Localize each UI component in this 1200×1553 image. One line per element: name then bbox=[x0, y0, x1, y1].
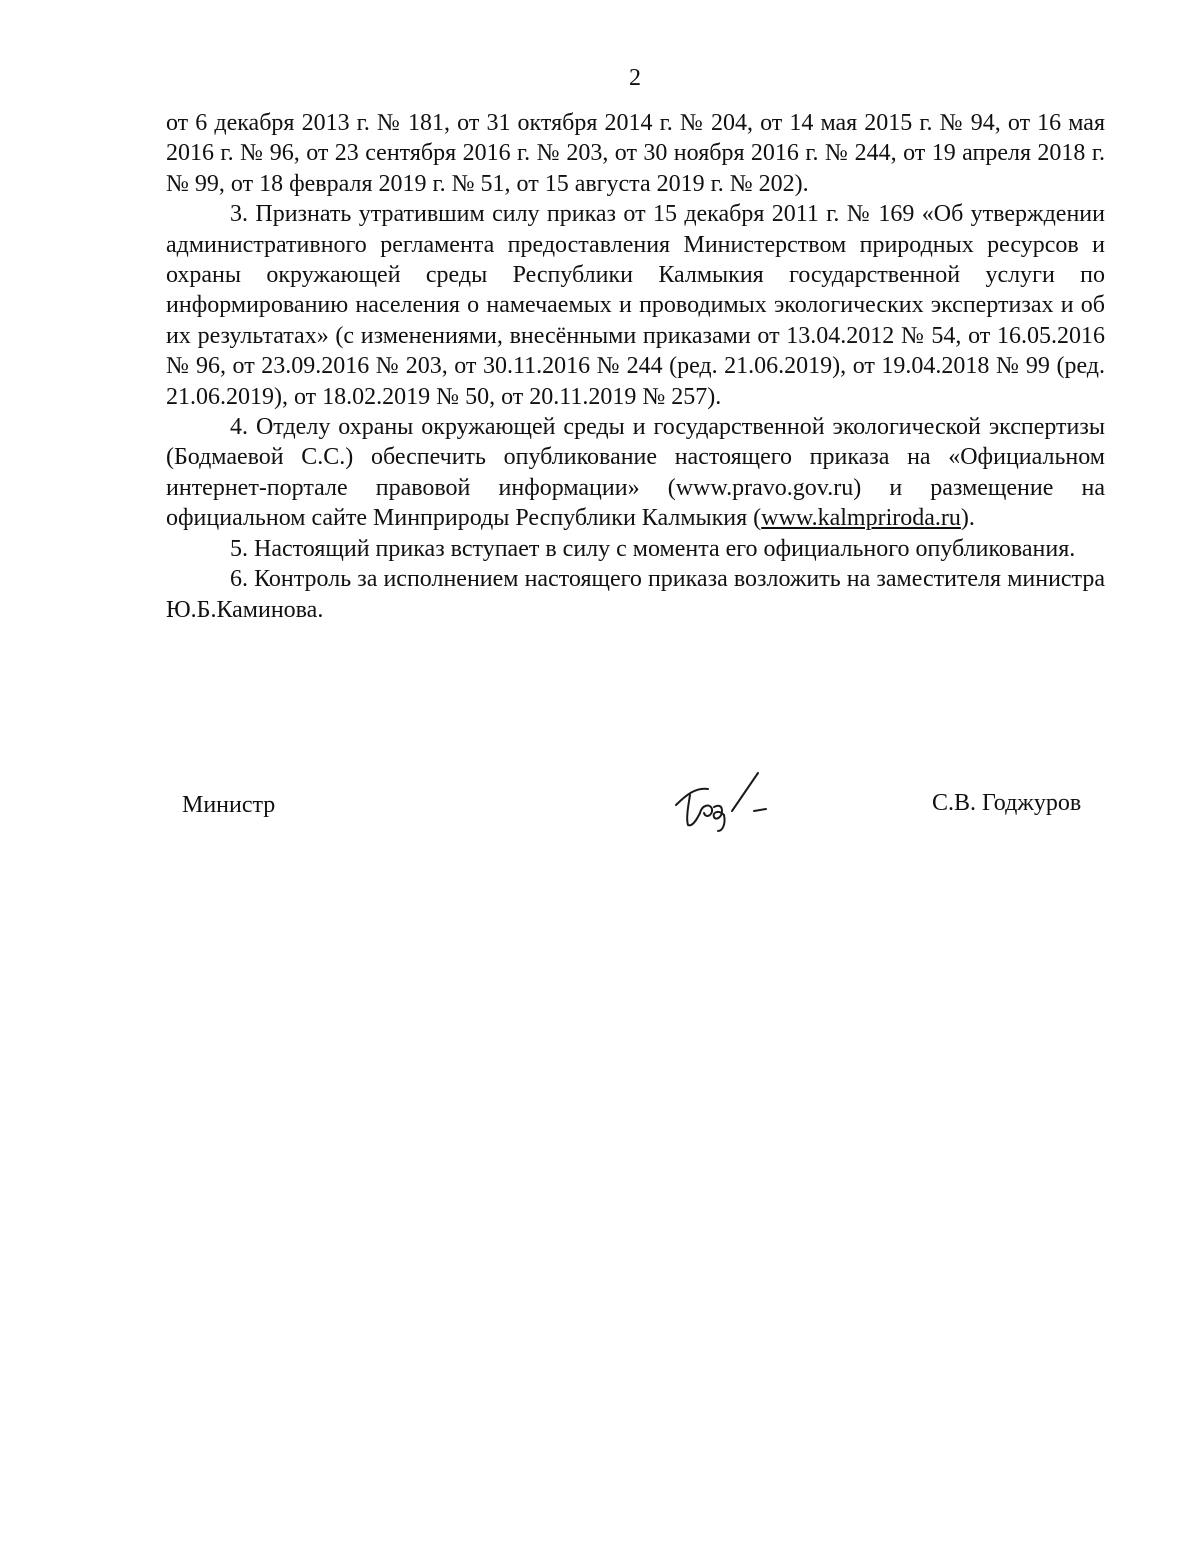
paragraph-6-control: 6. Контроль за исполнением настоящего приказа возложить на заместителя министра Ю.Б.Каминова. bbox=[166, 566, 1105, 623]
paragraph-4-publication bbox=[166, 412, 1105, 534]
paragraph-3-repeal-order: 3. Признать утратившим силу приказ от 15 декабря 2011 г. № 169 «Об утверждении административного регламента предоставления Министерством природных ресурсов и охраны окружающей среды Республики Калмыкия государственной услуги по информированию населения о намечаемых и проводимых экологических экспертизах и об их результатах» (с изменениями, внесёнными приказами от 13.04.2012 № 54, от 16.05.2016 № 96, от 23.09.2016 № 203, от 30.11.2016 № 244 (ред. 21.06.2019), от 19.04.2018 № 99 (ред. 21.06.2019), от 18.02.2019 № 50, от 20.11.2019 № 257). bbox=[166, 201, 1105, 410]
paragraph-4-tail: ). bbox=[960, 505, 975, 532]
document-body bbox=[166, 108, 1105, 625]
paragraph-5-effective: 5. Настоящий приказ вступает в силу с момента его официального опубликования. bbox=[230, 535, 1076, 562]
signatory-name: С.В. Годжуров bbox=[932, 790, 1082, 816]
handwritten-signature bbox=[666, 765, 786, 835]
signature-block bbox=[0, 760, 1200, 850]
paragraph-4-text: 4. Отделу охраны окружающей среды и государственной экологической экспертизы (Бодмаевой С.С.) обеспечить опубликование настоящего приказа на «Официальном интернет-портале правовой информации» (www.pravo.gov.ru) и размещение на официальном сайте Минприроды Республики Калмыкия ( bbox=[166, 414, 1105, 532]
signatory-title: Министр bbox=[182, 792, 276, 818]
kalmpriroda-link[interactable]: www.kalmpriroda.ru bbox=[761, 505, 961, 532]
page-number: 2 bbox=[629, 65, 641, 91]
paragraph-continuation: от 6 декабря 2013 г. № 181, от 31 октября 2014 г. № 204, от 14 мая 2015 г. № 94, от 16 мая 2016 г. № 96, от 23 сентября 2016 г. № 203, от 30 ноября 2016 г. № 244, от 19 апреля 2018 г. № 99, от 18 февраля 2019 г. № 51, от 15 августа 2019 г. № 202). bbox=[166, 110, 1105, 197]
